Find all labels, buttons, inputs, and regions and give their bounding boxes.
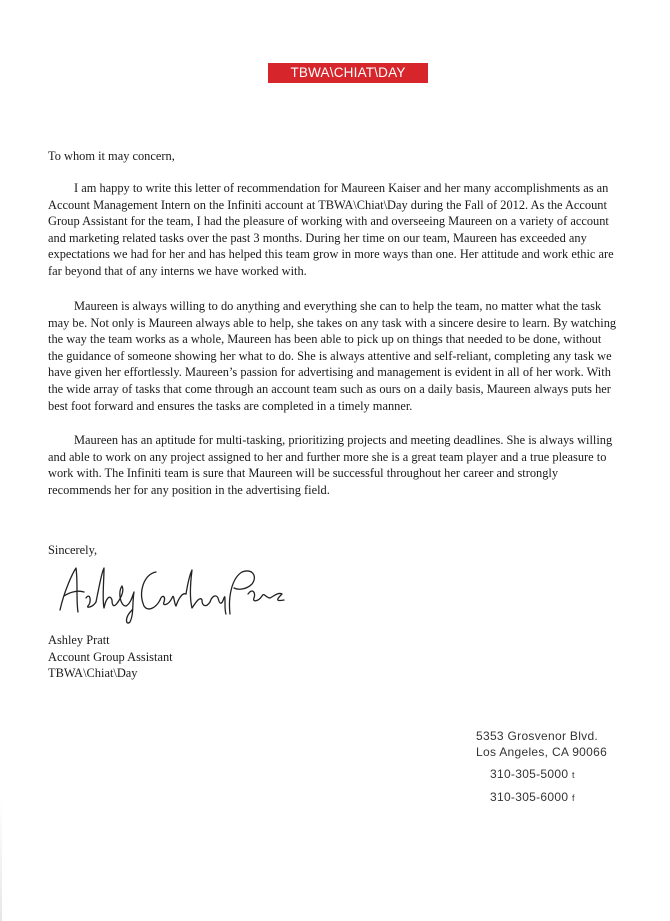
phone-number: 310-305-5000 [490,767,569,781]
scan-edge-shadow [0,800,2,921]
fax-number: 310-305-6000 [490,790,569,804]
handwritten-signature [52,552,292,632]
signer-name: Ashley Pratt [48,633,110,647]
address-phone [490,766,607,783]
signer-block [48,632,173,682]
fax-suffix: f [571,793,575,803]
letter-paragraph-1: I am happy to write this letter of recommendation for Maureen Kaiser and her many accomplishments as an Account Management Intern on the Infiniti account at TBWA\Chiat\Day during the Fall of 2012. As the Account Group Assistant for the team, I had the pleasure of working with and overseeing Maureen on a variety of account and marketing related tasks over the past 3 months. During her time on our team, Maureen has exceeded any expectations we had for her and has helped this team grow in more ways than one. Her attitude and work ethic are far beyond that of any interns we have worked with. [48,181,614,278]
letter-paragraph-3: Maureen has an aptitude for multi-tasking, prioritizing projects and meeting deadlines. She is always willing and able to work on any project assigned to her and further more she is a great team player and a true pleasure to work with. The Infiniti team is sure that Maureen will be successful throughout her career and strongly recommends her for any position in the advertising field. [48,433,613,497]
address-street: 5353 Grosvenor Blvd. [476,729,599,743]
address-city: Los Angeles, CA 90066 [476,745,608,759]
phone-suffix: t [571,770,575,780]
company-address [476,728,607,806]
letter-paragraph-2: Maureen is always willing to do anything and everything she can to help the team, no matter what the task may be. Not only is Maureen always able to help, she takes on any task with a sincere desire to learn. By watching the way the team works as a whole, Maureen has been able to pick up on things that needed to be done, without the guidance of someone showing her what to do. She is always attentive and self-reliant, completing any task we have given her effortlessly. Maureen’s passion for advertising and management is evident in all of her work. With the wide array of tasks that come through an account team such as ours on a daily basis, Maureen always puts her best foot forward and ensures the tasks are completed in a timely manner. [48,299,617,413]
letter-greeting: To whom it may concern, [48,149,175,163]
letter-closing: Sincerely, [48,543,98,557]
signer-title: Account Group Assistant [48,649,173,664]
signer-company: TBWA\Chiat\Day [48,666,138,681]
address-fax [490,789,607,806]
company-logo: TBWA\CHIAT\DAY [268,63,428,83]
